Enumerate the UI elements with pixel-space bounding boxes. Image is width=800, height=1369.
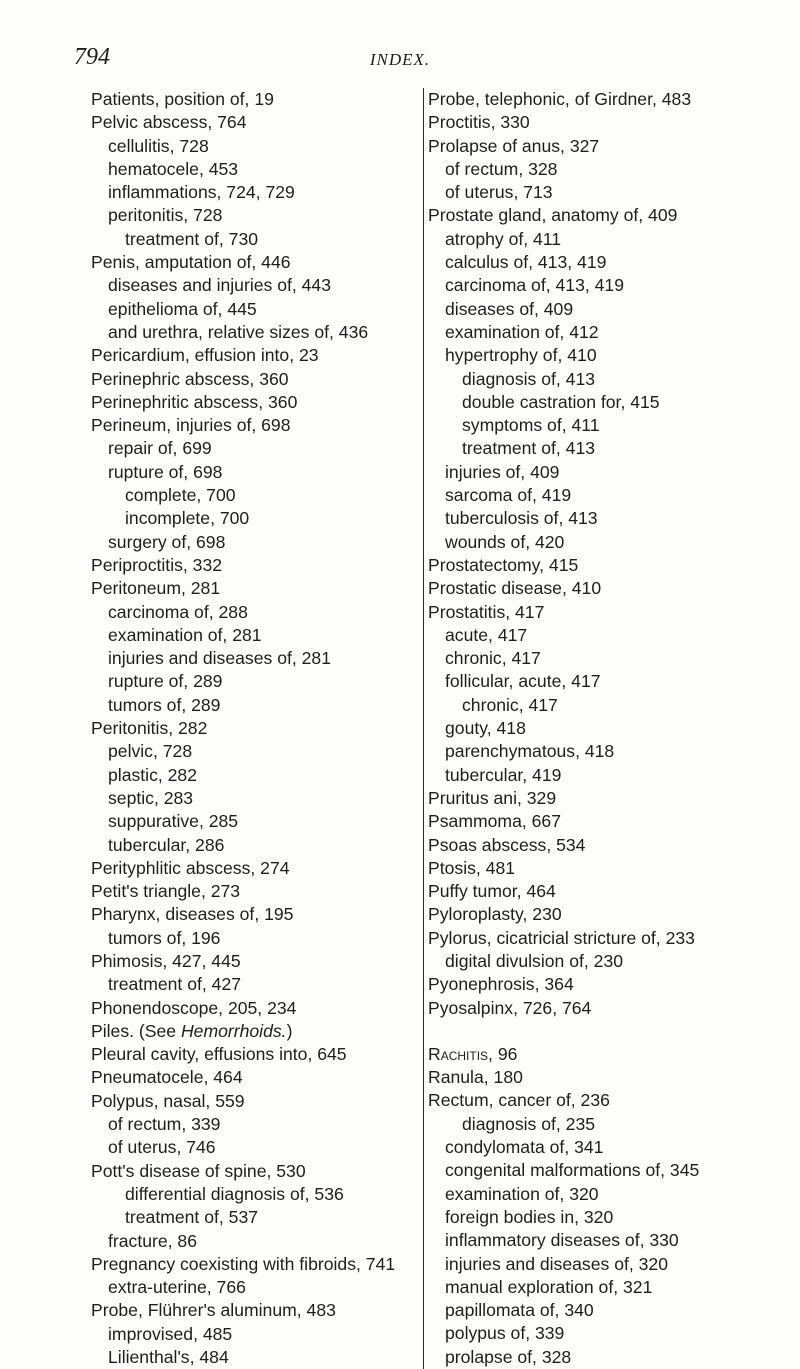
index-entry [428,647,768,670]
index-entry [91,950,421,973]
index-entry [428,1206,768,1229]
index-entry [91,764,421,787]
index-entry-text: treatment of, 730 [125,228,259,249]
index-entry [91,321,421,344]
index-entry [91,1276,421,1299]
index-entry-text: tubercular, 286 [108,834,225,855]
index-entry [428,88,768,111]
index-entry [91,670,421,693]
index-entry [428,973,768,996]
index-entry [428,1253,768,1276]
index-entry-text: congenital malformations of, 345 [445,1160,700,1181]
index-entry-text: digital divulsion of, 230 [445,950,624,971]
index-entry-text: peritonitis, 728 [108,205,223,226]
index-entry-text: plastic, 282 [108,764,197,785]
index-entry [91,787,421,810]
index-entry [428,1113,768,1136]
index-entry [91,368,421,391]
index-entry [428,368,768,391]
index-entry [428,764,768,787]
index-entry-text: Prolapse of anus, 327 [428,135,600,156]
index-entry-text: suppurative, 285 [108,811,239,832]
index-entry [428,997,768,1020]
index-entry-text: Ptosis, 481 [428,857,516,878]
index-entry-text: Rachitis, 96 [428,1043,518,1064]
index-entry-text: fracture, 86 [108,1230,197,1251]
index-entry [428,135,768,158]
index-entry [91,1299,421,1322]
index-entry [428,158,768,181]
index-entry [91,1206,421,1229]
index-entry-text: incomplete, 700 [125,508,250,529]
index-entry-text: Pharynx, diseases of, 195 [91,904,294,925]
index-entry [428,228,768,251]
index-entry [428,1043,768,1066]
index-entry [91,554,421,577]
index-entry-text: Rectum, cancer of, 236 [428,1090,610,1111]
index-entry [91,414,421,437]
index-entry-text: injuries and diseases of, 320 [445,1253,668,1274]
index-entry-text: double castration for, 415 [462,391,660,412]
index-entry-text: gouty, 418 [445,718,526,739]
index-entry [91,1323,421,1346]
index-entry [428,204,768,227]
index-entry [91,857,421,880]
index-entry-text: tumors of, 289 [108,694,221,715]
index-entry [91,251,421,274]
index-entry-text: Proctitis, 330 [428,112,530,133]
index-entry [428,344,768,367]
index-entry-text: symptoms of, 411 [462,415,600,436]
index-entry [91,903,421,926]
index-entry [91,461,421,484]
index-entry [428,1089,768,1112]
page-number: 794 [74,44,110,70]
index-entry [428,298,768,321]
index-entry-text: of rectum, 328 [445,158,558,179]
index-entry-text: diseases of, 409 [445,298,574,319]
index-entry [428,461,768,484]
index-entry-text: Perinephritic abscess, 360 [91,391,298,412]
index-entry [428,1183,768,1206]
index-entry-text: diseases and injuries of, 443 [108,275,331,296]
index-entry [91,158,421,181]
index-entry [91,484,421,507]
index-entry-text: Pyloroplasty, 230 [428,904,562,925]
index-entry-text: repair of, 699 [108,438,212,459]
index-entry [428,880,768,903]
index-entry-text: treatment of, 537 [125,1207,259,1228]
index-entry [91,1136,421,1159]
index-entry-text: Ranula, 180 [428,1067,523,1088]
index-entry [428,111,768,134]
index-entry [91,204,421,227]
index-entry-text: Polypus, nasal, 559 [91,1090,245,1111]
index-entry-text: acute, 417 [445,624,528,645]
index-entry [91,1346,421,1369]
index-entry-text: parenchymatous, 418 [445,741,615,762]
index-entry-text: of uterus, 713 [445,182,553,203]
index-entry [428,601,768,624]
index-entry [428,834,768,857]
index-entry [91,298,421,321]
index-entry [428,903,768,926]
index-column-right [423,88,768,1369]
index-entry-text: tuberculosis of, 413 [445,508,598,529]
index-entry-text: calculus of, 413, 419 [445,252,607,273]
index-entry [428,717,768,740]
index-entry [91,1160,421,1183]
index-entry-text: polypus of, 339 [445,1323,565,1344]
index-entry [428,857,768,880]
index-entry [91,624,421,647]
index-entry-text: examination of, 412 [445,321,599,342]
index-entry-text: Psammoma, 667 [428,811,561,832]
index-entry-text: Pruritus ani, 329 [428,787,557,808]
index-entry-text: differential diagnosis of, 536 [125,1183,344,1204]
index-entry [91,601,421,624]
index-entry [91,1253,421,1276]
index-entry-text: Patients, position of, 19 [91,89,274,109]
index-entry-text: Prostatic disease, 410 [428,578,602,599]
index-entry-text: Periproctitis, 332 [91,554,223,575]
index-entry-text: extra-uterine, 766 [108,1277,246,1298]
index-entry [91,88,421,111]
index-entry [91,577,421,600]
index-entry [428,414,768,437]
index-entry-text: Phimosis, 427, 445 [91,950,241,971]
index-entry-text: prolapse of, 328 [445,1346,572,1367]
index-entry [428,554,768,577]
index-entry [91,927,421,950]
index-entry-text: manual exploration of, 321 [445,1276,653,1297]
index-entry-text: Pyonephrosis, 364 [428,974,574,995]
index-entry [91,647,421,670]
index-entry-text: Pericardium, effusion into, 23 [91,345,319,366]
index-entry-text: Phonendoscope, 205, 234 [91,997,297,1018]
index-entry-text: epithelioma of, 445 [108,298,257,319]
index-entry [428,740,768,763]
index-entry-text: diagnosis of, 235 [462,1113,596,1134]
index-entry-italic: Hemorrhoids. [180,1020,287,1041]
index-entry [428,321,768,344]
index-entry [91,1066,421,1089]
index-entry-text: Perityphlitic abscess, 274 [91,857,290,878]
index-entry-text: Lilienthal's, 484 [108,1347,229,1368]
index-entry-text: Pott's disease of spine, 530 [91,1160,306,1181]
index-entry-text: carcinoma of, 413, 419 [445,275,624,296]
index-entry-text: condylomata of, 341 [445,1137,604,1158]
index-entry-text: Pleural cavity, effusions into, 645 [91,1044,347,1065]
index-entry-text: treatment of, 413 [462,438,596,459]
index-entry [428,1276,768,1299]
index-entry [428,577,768,600]
index-entry-text: Probe, Flührer's aluminum, 483 [91,1300,336,1321]
index-entry [428,1229,768,1252]
index-entry [428,1159,768,1182]
index-entry [91,181,421,204]
index-entry-text: chronic, 417 [462,694,558,715]
index-entry [428,1346,768,1369]
index-entry-text: septic, 283 [108,787,194,808]
index-entry-text: Perinephric abscess, 360 [91,368,289,389]
index-entry-text: inflammations, 724, 729 [108,182,295,203]
index-entry-text: Pneumatocele, 464 [91,1067,243,1088]
index-entry-text: pelvic, 728 [108,741,193,762]
index-entry-text: Psoas abscess, 534 [428,834,586,855]
index-entry-text: surgery of, 698 [108,531,226,552]
index-entry [91,973,421,996]
index-entry-text: Pylorus, cicatricial stricture of, 233 [428,927,695,948]
index-entry-text: Piles. (See [91,1020,181,1041]
index-entry [428,181,768,204]
index-entry [428,670,768,693]
index-entry [91,880,421,903]
index-entry-text: rupture of, 698 [108,461,223,482]
index-entry [91,717,421,740]
index-entry [428,950,768,973]
index-entry [91,344,421,367]
index-entry-text: improvised, 485 [108,1323,233,1344]
index-entry-text: Pelvic abscess, 764 [91,112,247,133]
index-entry [428,1136,768,1159]
index-entry [91,135,421,158]
index-entry-suffix: ) [286,1020,293,1041]
index-column-left [91,88,421,1369]
index-entry [428,437,768,460]
index-entry [91,1113,421,1136]
index-entry-text: hypertrophy of, 410 [445,345,597,366]
index-entry-text: carcinoma of, 288 [108,601,248,622]
index-entry-text: foreign bodies in, 320 [445,1206,614,1227]
index-entry [91,1090,421,1113]
index-entry-text: rupture of, 289 [108,671,223,692]
index-entry-text: treatment of, 427 [108,974,242,995]
index-entry-text: tubercular, 419 [445,764,562,785]
index-entry-text: wounds of, 420 [445,531,565,552]
index-entry-text: of rectum, 339 [108,1114,221,1135]
index-entry-text: diagnosis of, 413 [462,368,596,389]
index-entry [428,694,768,717]
index-entry [91,1020,421,1043]
index-entry-text: hematocele, 453 [108,158,239,179]
index-entry [91,228,421,251]
index-entry-text: Pyosalpinx, 726, 764 [428,997,592,1018]
index-entry-text: examination of, 281 [108,624,262,645]
index-entry-text: Puffy tumor, 464 [428,881,556,902]
index-entry-text: Peritonitis, 282 [91,718,208,739]
index-entry [428,251,768,274]
index-entry [428,507,768,530]
index-entry-text: Peritoneum, 281 [91,578,221,599]
index-entry [428,1299,768,1322]
running-title: INDEX. [369,50,431,69]
index-entry-text: Pregnancy coexisting with fibroids, 741 [91,1253,396,1274]
index-entry-text: injuries and diseases of, 281 [108,648,331,669]
index-entry [428,810,768,833]
index-entry-text: sarcoma of, 419 [445,485,572,506]
index-entry [428,391,768,414]
index-entry-text: follicular, acute, 417 [445,671,601,692]
index-entry-text: inflammatory diseases of, 330 [445,1230,679,1251]
index-entry-text: Probe, telephonic, of Girdner, 483 [428,89,692,109]
index-entry [91,437,421,460]
index-entry [428,484,768,507]
index-entry [91,740,421,763]
index-entry [428,1322,768,1345]
index-entry [91,1183,421,1206]
index-entry [91,531,421,554]
index-entry [91,810,421,833]
index-entry [91,1043,421,1066]
index-entry-text: Prostatectomy, 415 [428,554,579,575]
index-entry [428,787,768,810]
index-entry-text: papillomata of, 340 [445,1300,594,1321]
index-entry-text: cellulitis, 728 [108,135,209,156]
index-entry-text: Penis, amputation of, 446 [91,252,291,273]
index-entry [428,1066,768,1089]
index-entry [91,1230,421,1253]
index-entry [428,927,768,950]
index-entry-text: Prostate gland, anatomy of, 409 [428,205,678,226]
index-entry [428,624,768,647]
index-entry [428,531,768,554]
index-entry-text: of uterus, 746 [108,1137,216,1158]
index-entry [91,997,421,1020]
index-entry-text: injuries of, 409 [445,461,560,482]
index-entry [91,507,421,530]
index-entry [91,834,421,857]
index-entry-text: chronic, 417 [445,648,541,669]
index-entry [428,274,768,297]
index-entry-text: and urethra, relative sizes of, 436 [108,321,369,342]
index-entry-text: complete, 700 [125,485,236,506]
index-entry [91,274,421,297]
index-entry-text: atrophy of, 411 [445,228,562,249]
index-entry [91,111,421,134]
index-entry-text: Prostatitis, 417 [428,601,545,622]
index-entry-text: Petit's triangle, 273 [91,881,241,902]
index-entry-text: tumors of, 196 [108,927,221,948]
index-entry [91,391,421,414]
index-entry [91,694,421,717]
index-entry-text: Perineum, injuries of, 698 [91,415,291,436]
index-entry-text: examination of, 320 [445,1183,599,1204]
